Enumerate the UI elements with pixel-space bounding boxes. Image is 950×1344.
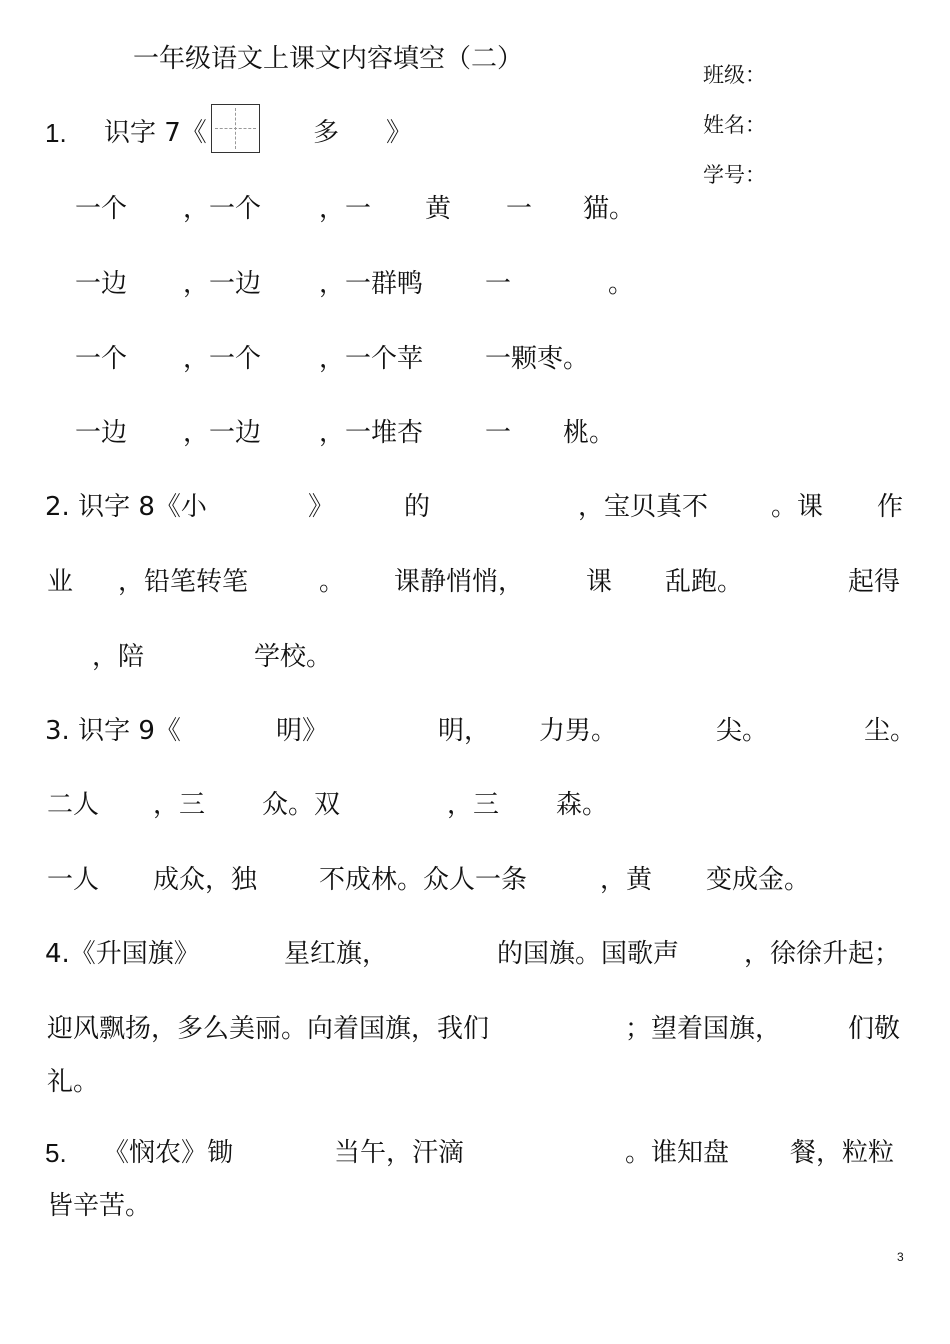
text-segment: ，一	[319, 194, 372, 224]
q1-number: 1.	[45, 118, 67, 148]
q5-title: 《悯农》锄	[103, 1138, 234, 1168]
text-segment: ，铅笔转笔	[118, 567, 249, 597]
text-segment: 学校。	[254, 642, 333, 672]
text-segment: 的	[404, 492, 431, 522]
text-segment: 课静悄悄，	[394, 567, 525, 597]
text-segment: ，一边	[183, 418, 262, 448]
class-label: 班级：	[703, 63, 766, 87]
text-segment: ，黄	[600, 865, 653, 895]
q5-line-2: 皆辛苦。	[47, 1191, 152, 1221]
text-segment: 尖。	[716, 716, 769, 746]
text-segment: 星红旗，	[284, 939, 389, 969]
text-segment: 餐，粒粒	[790, 1138, 895, 1168]
text-segment: 一个	[75, 344, 128, 374]
text-segment: 一	[485, 418, 512, 448]
text-segment: ，徐徐升起；	[744, 939, 901, 969]
text-segment: 一边	[75, 269, 128, 299]
q5-number: 5.	[45, 1138, 67, 1168]
text-segment: 一边	[75, 418, 128, 448]
text-segment: 变成金。	[706, 865, 811, 895]
text-segment: ，宝贝真不	[578, 492, 709, 522]
text-segment: 课	[586, 567, 613, 597]
text-segment: 不成林。众人一条	[319, 865, 528, 895]
text-segment: ，一群鸭	[319, 269, 424, 299]
text-segment: ，三	[447, 790, 500, 820]
q3-title: 3. 识字 9《	[45, 716, 181, 746]
text-segment: 乱跑。	[665, 567, 744, 597]
text-segment: 迎风飘扬，多么美丽。向着国旗，我们	[47, 1014, 490, 1044]
text-segment: ，三	[153, 790, 206, 820]
text-segment: 明》	[276, 716, 329, 746]
name-label: 姓名：	[703, 113, 766, 137]
text-segment: 。课	[771, 492, 824, 522]
q1-title-start: 识字 7《	[104, 118, 207, 148]
text-segment: ，一个苹	[319, 344, 424, 374]
text-segment: 一颗枣。	[485, 344, 590, 374]
text-segment: 》	[308, 492, 335, 522]
text-segment: ，一边	[183, 269, 262, 299]
text-segment: 业	[47, 567, 74, 597]
text-segment: 的国旗。国歌声	[497, 939, 680, 969]
q4-title: 4.《升国旗》	[45, 939, 200, 969]
text-segment: ，陪	[92, 642, 145, 672]
text-segment: 们敬	[848, 1014, 901, 1044]
text-segment: 当午，汗滴	[334, 1138, 465, 1168]
q2-title: 2. 识字 8《小	[45, 492, 207, 522]
text-segment: 一个	[75, 194, 128, 224]
text-segment: ，一堆杏	[319, 418, 424, 448]
text-segment: 。谁知盘	[625, 1138, 730, 1168]
page-number: 3	[897, 1250, 904, 1264]
text-segment: 成众，独	[153, 865, 258, 895]
text-segment: 作	[877, 492, 904, 522]
text-segment: 一人	[47, 865, 100, 895]
text-segment: 起得	[848, 567, 901, 597]
text-segment: 黄	[425, 194, 452, 224]
text-segment: 力男。	[539, 716, 618, 746]
text-segment: 一	[485, 269, 512, 299]
text-segment: 猫。	[583, 194, 636, 224]
text-segment: 二人	[47, 790, 100, 820]
text-segment: 桃。	[563, 418, 616, 448]
q4-line-3: 礼。	[47, 1067, 100, 1097]
student-id-label: 学号：	[703, 163, 766, 187]
text-segment: ；望着国旗，	[625, 1014, 782, 1044]
text-segment: 。	[319, 567, 346, 597]
text-segment: ，一个	[183, 194, 262, 224]
page-title: 一年级语文上课文内容填空（二）	[133, 44, 524, 74]
text-segment: 尘。	[864, 716, 917, 746]
q1-title-char: 多	[313, 118, 340, 148]
text-segment: 。	[608, 269, 635, 299]
q1-title-end: 》	[386, 118, 413, 148]
text-segment: 一	[506, 194, 533, 224]
text-segment: ，一个	[183, 344, 262, 374]
writing-grid-box	[211, 104, 260, 153]
text-segment: 森。	[556, 790, 609, 820]
text-segment: 明，	[438, 716, 491, 746]
text-segment: 众。双	[262, 790, 341, 820]
